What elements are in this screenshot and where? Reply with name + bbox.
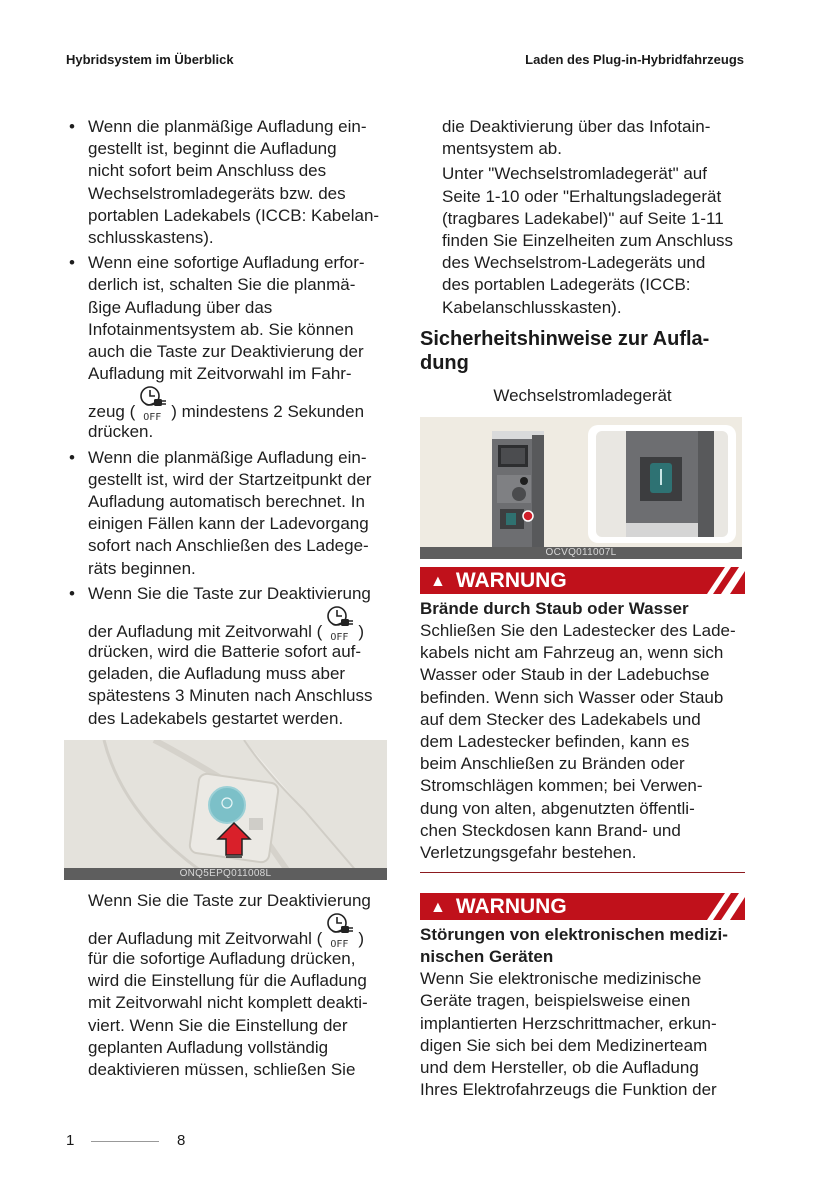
text-line: implantierten Herzschrittmacher, erkun- — [420, 1013, 717, 1033]
warning-banner — [420, 893, 745, 920]
bullet-item — [66, 583, 396, 730]
figure-caption: OCVQ011007L — [420, 547, 742, 559]
text-line: kabels nicht am Fahrzeug an, wenn sich — [420, 643, 724, 663]
warning-label: WARNUNG — [455, 569, 567, 593]
charging-station-illustration — [420, 417, 742, 559]
warning-banner — [420, 567, 745, 594]
warning-text — [420, 620, 745, 864]
running-header-right: Laden des Plug-in-Hybridfahrzeugs — [525, 52, 744, 67]
charging-station-figure — [420, 417, 742, 559]
text-line-with-icon — [88, 605, 396, 644]
text-line: Aufladung automatisch berechnet. In — [88, 492, 365, 512]
text-line: portablen Ladekabels (ICCB: Kabelan- — [88, 205, 380, 225]
text-line: Schließen Sie den Ladestecker des Lade- — [420, 621, 736, 641]
text-line: • Wenn eine sofortige Aufladung erfor- — [88, 253, 365, 273]
text-line: Brände durch Staub oder Wasser — [420, 599, 689, 619]
left-column — [66, 116, 396, 1081]
warning-subtitle — [420, 924, 745, 968]
text-line: und dem Hersteller, ob die Aufladung — [420, 1058, 699, 1078]
text-line: Unter "Wechselstromladegerät" auf — [442, 164, 707, 184]
text-line: viert. Wenn Sie die Einstellung der — [88, 1015, 348, 1035]
text-line: Sicherheitshinweise zur Aufla- — [420, 327, 710, 350]
text-line: wird die Einstellung für die Aufladung — [88, 971, 367, 991]
text-line: drücken, wird die Batterie sofort auf- — [88, 642, 362, 662]
text-line: mit Zeitvorwahl nicht komplett deakti- — [88, 993, 368, 1013]
text-fragment: ) — [358, 622, 365, 642]
text-line: schlusskastens). — [88, 228, 214, 248]
text-line: Kabelanschlusskasten). — [442, 297, 622, 317]
text-line: auf dem Stecker des Ladekabels und — [420, 709, 701, 729]
running-header-left: Hybridsystem im Überblick — [66, 52, 234, 67]
reference-paragraph — [420, 163, 745, 318]
text-line: geplanten Aufladung vollständig — [88, 1037, 329, 1057]
text-line-with-icon — [88, 912, 396, 951]
bullet-item — [66, 252, 396, 443]
warning-block — [420, 567, 745, 873]
text-line: (tragbares Ladekabel)" auf Seite 1-11 — [442, 208, 724, 228]
warning-subtitle — [420, 598, 745, 620]
text-line: gestellt ist, wird der Startzeitpunkt der — [88, 469, 372, 489]
text-line: • Wenn Sie die Taste zur Deaktivierung — [88, 583, 371, 603]
text-line: drücken. — [88, 422, 154, 442]
text-line: Ihres Elektrofahrzeugs die Funktion der — [420, 1080, 717, 1100]
scheduled-charging-off-icon — [326, 611, 354, 645]
paragraph — [66, 890, 396, 1081]
text-line: des portablen Ladegeräts (ICCB: — [442, 275, 691, 295]
scheduled-charging-off-icon — [326, 918, 354, 952]
text-line: für die sofortige Aufladung drücken, — [88, 949, 356, 969]
text-line: Aufladung mit Zeitvorwahl im Fahr- — [88, 364, 352, 384]
section-title — [420, 327, 745, 375]
text-line: Wasser oder Staub in der Ladebuchse — [420, 665, 710, 685]
text-line: finden Sie Einzelheiten zum Anschluss — [442, 231, 734, 251]
text-line: Verletzungsgefahr bestehen. — [420, 843, 637, 863]
warning-stripes-decoration — [685, 893, 745, 920]
text-line: räts beginnen. — [88, 558, 196, 578]
warning-end-rule — [420, 872, 745, 873]
text-fragment: der Aufladung mit Zeitvorwahl ( — [88, 622, 323, 642]
text-fragment: ) — [358, 929, 365, 949]
off-label: OFF — [143, 412, 162, 424]
text-line: Stromschlägen kommen; bei Verwen- — [420, 776, 703, 796]
warning-label: WARNUNG — [455, 895, 567, 919]
continuation-paragraph — [420, 116, 745, 160]
text-line: befinden. Wenn sich Wasser oder Staub — [420, 687, 724, 707]
text-line: ßige Aufladung über das — [88, 297, 273, 317]
bullet-item — [66, 447, 396, 580]
warning-stripes-decoration — [685, 567, 745, 594]
text-line: Seite 1-10 oder "Erhaltungsladegerät — [442, 186, 722, 206]
text-line: Geräte tragen, beispielsweise einen — [420, 991, 691, 1011]
text-line: deaktivieren müssen, schließen Sie — [88, 1060, 356, 1080]
figure-caption: ONQ5EPQ011008L — [64, 868, 387, 880]
text-line: dung von alten, abgenutzten öffentli- — [420, 798, 695, 818]
text-line: sofort nach Anschließen des Ladege- — [88, 536, 369, 556]
text-fragment: ) mindestens 2 Sekunden — [171, 402, 365, 422]
text-fragment: zeug ( — [88, 402, 136, 422]
right-column — [420, 116, 745, 1101]
text-line: derlich ist, schalten Sie die planmä- — [88, 275, 356, 295]
warning-triangle-icon: ▲ — [430, 573, 446, 591]
text-line: gestellt ist, beginnt die Aufladung — [88, 139, 337, 159]
text-line: dung — [420, 351, 469, 374]
text-line: mentsystem ab. — [442, 139, 562, 159]
chapter-number: 1 — [66, 1132, 75, 1149]
text-line: beim Anschließen zu Bränden oder — [420, 754, 685, 774]
text-line: Störungen von elektronischen medizi- — [420, 925, 728, 945]
text-line: Wechselstromladegeräts bzw. des — [88, 183, 346, 203]
text-line: des Ladekabels gestartet werden. — [88, 708, 344, 728]
text-fragment: der Aufladung mit Zeitvorwahl ( — [88, 929, 323, 949]
text-line: auch die Taste zur Deaktivierung der — [88, 342, 364, 362]
text-line: digen Sie sich bei dem Medizinerteam — [420, 1035, 708, 1055]
text-line: nischen Geräten — [420, 947, 554, 967]
text-line: geladen, die Aufladung muss aber — [88, 664, 346, 684]
off-label: OFF — [330, 939, 349, 951]
text-line: chen Steckdosen kann Brand- und — [420, 820, 681, 840]
bullet-item — [66, 116, 396, 249]
text-line: • Wenn die planmäßige Aufladung ein- — [88, 447, 367, 467]
text-line: die Deaktivierung über das Infotain- — [442, 117, 711, 136]
warning-block — [420, 893, 745, 1101]
scheduled-charging-off-icon — [139, 391, 167, 425]
text-line: • Wenn die planmäßige Aufladung ein- — [88, 117, 367, 136]
text-line: dem Ladestecker befinden, kann es — [420, 732, 690, 752]
text-line-with-icon — [88, 385, 396, 424]
button-photo-figure — [64, 740, 387, 880]
text-line: einigen Fällen kann der Ladevorgang — [88, 514, 369, 534]
footer-divider — [91, 1141, 159, 1142]
text-line: Infotainmentsystem ab. Sie können — [88, 319, 354, 339]
button-photo-illustration — [64, 740, 387, 880]
warning-triangle-icon: ▲ — [430, 899, 446, 917]
page-number: 8 — [177, 1132, 186, 1149]
warning-text — [420, 968, 745, 1101]
off-label: OFF — [330, 632, 349, 644]
text-line: des Wechselstrom-Ladegeräts und — [442, 253, 706, 273]
figure-title: Wechselstromladegerät — [493, 385, 672, 405]
text-line: Wenn Sie elektronische medizinische — [420, 969, 702, 989]
text-line: nicht sofort beim Anschluss des — [88, 161, 327, 181]
text-line: Wenn Sie die Taste zur Deaktivierung — [88, 890, 371, 910]
text-line: spätestens 3 Minuten nach Anschluss — [88, 686, 373, 706]
